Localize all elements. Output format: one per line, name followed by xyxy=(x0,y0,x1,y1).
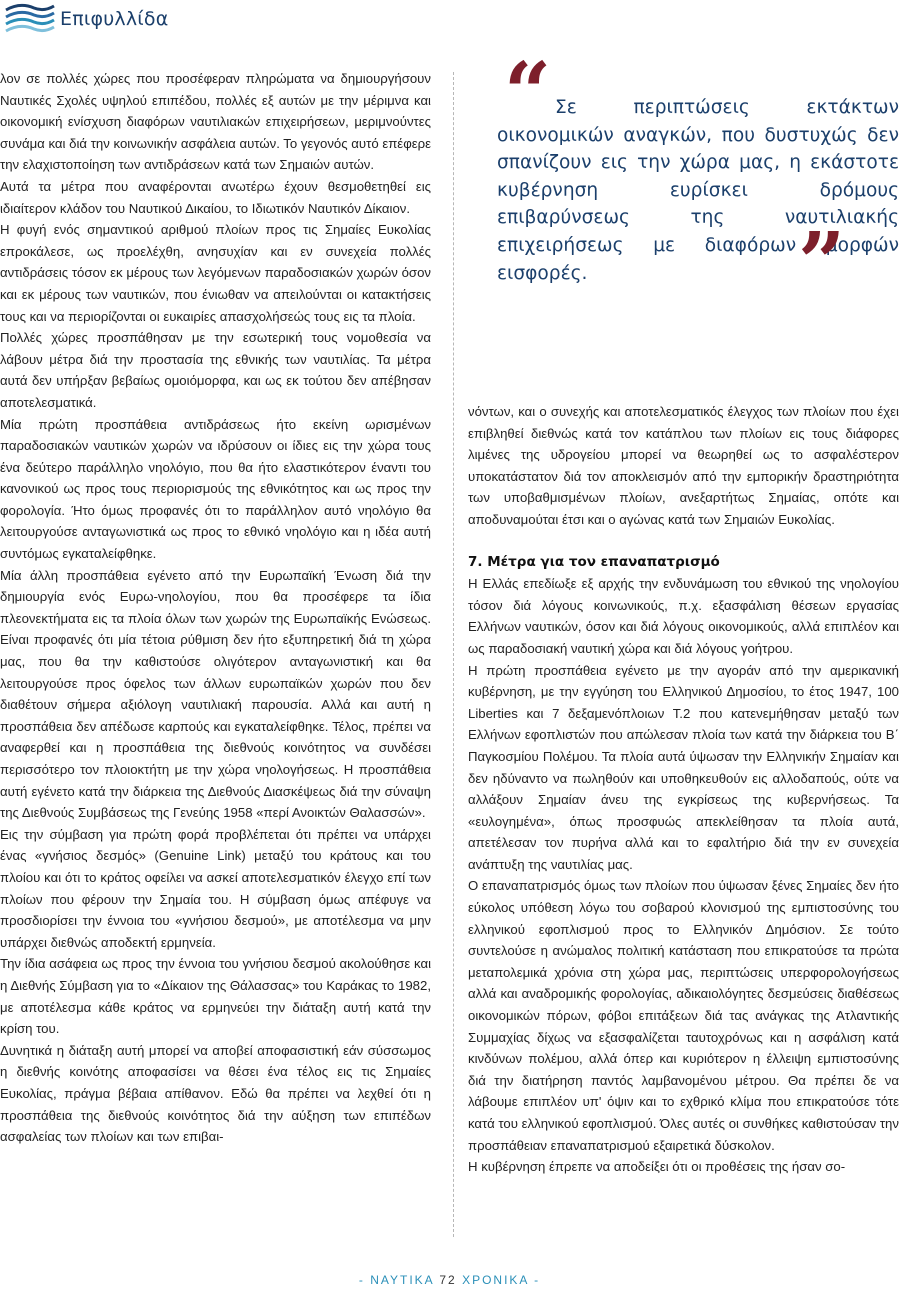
page-number: 72 xyxy=(439,1273,457,1287)
waves-icon xyxy=(4,2,56,42)
footer-suffix: ΧΡΟΝΙΚΑ - xyxy=(462,1273,541,1287)
paragraph: Εις την σύμβαση για πρώτη φορά προβλέπεται ότι πρέπει να υπάρχει ένας «γνήσιος δεσμός» (Genuine Link) μεταξύ του κράτους και του πλοίου και ότι το κράτος οφείλει να ασκεί αποτελεσματικόν έλεγχο επί των πλοίων που φέρουν την Σημαία του. Η σύμβαση όμως απέφυγε να προσδιορίσει την έννοια του «γνήσιου δεσμού», με αποτέλεσμα να μην υπάρχει διεθνώς αποδεκτή ερμηνεία. xyxy=(0,826,431,950)
pull-quote-text: Σε περιπτώσεις εκτάκτων οικονομικών αναγκών, που δυστυχώς δεν σπανίζουν εις την χώρα μας, η εκάστοτε κυβέρνηση ευρίσκει δρόμους επιβαρύνσεως της ναυτιλιακής επιχειρήσεως με διαφόρων μορφών εισφορές. xyxy=(497,97,899,284)
paragraph: Η Ελλάς επεδίωξε εξ αρχής την ενδυνάμωση του εθνικού της νηολογίου τόσον διά λόγους κοινωνικούς, π.χ. εξασφάλιση θέσεων εργασίας Ελλήνων ναυτικών, όσον και διά λόγους οικονομικούς, αλλά επιπλέον και ως παραδοσιακή ναυτική χώρα και διά λόγους γοήτρου. xyxy=(468,576,899,656)
footer-prefix: - ΝΑΥΤΙΚΑ xyxy=(358,1273,435,1287)
left-column xyxy=(0,68,431,1148)
paragraph: Πολλές χώρες προσπάθησαν με την εσωτερική τους νομοθεσία να λάβουν μέτρα διά την προστασία της εθνικής των ναυτιλίας. Τα μέτρα αυτά δεν υπήρξαν βεβαίως ομοιόμορφα, και ως εκ τούτου δεν απέβησαν αποτελεσματικά. xyxy=(0,330,431,410)
paragraph: λον σε πολλές χώρες που προσέφεραν πληρώματα να δημιουργήσουν Ναυτικές Σχολές υψηλού επιπέδου, πολλές εξ αυτών με την μέριμνα και οικονομική ενίσχυση διαφόρων ναυτιλιακών επιχειρήσεων, μεριμνούντες συνάμα και διά την κοινωνικήν ασφάλεια αυτών. Το γεγονός αυτό επέφερε την ελαχιστοποίηση των αντιδράσεων κατά των Σημαιών αυτών. xyxy=(0,71,431,173)
paragraph: νόντων, και ο συνεχής και αποτελεσματικός έλεγχος των πλοίων που έχει επιβληθεί διεθνώς κατά τον κατάπλου των πλοίων εις τους διάφορες λιμένες της υδρογείου μπορεί να θεωρηθεί ως το ασφαλέστερον υποκατάστατον διά τον αποκλεισμόν από την εμπορικήν δραστηριότητα των υποβαθμισμένων πλοίων, ανεξαρτήτως Σημαίας, οπότε και αποδυναμούται έτσι και ο αγώνας κατά των Σημαιών Ευκολίας. xyxy=(468,404,899,527)
page-header xyxy=(0,0,899,60)
paragraph: Μία πρώτη προσπάθεια αντιδράσεως ήτο εκείνη ωρισμένων παραδοσιακών ναυτικών χωρών να ιδρύσουν οι ίδιες εις την χώρα τους ένα δεύτερο παράλληλο νηολόγιο, που θα ήτο ελαστικότερον έναντι του κανονικού ως προς τους περιορισμούς της εθνικότητος και ως προς την φορολογία. Ήτο όμως προφανές ότι το παράλληλον αυτό νηολόγιο θα λειτουργούσε ανταγωνιστικά ως προς το εθνικό νηολόγιο και η ιδέα αυτή συντόμως εγκαταλείφθηκε. xyxy=(0,416,431,562)
close-quote-mark: ” xyxy=(798,215,846,311)
paragraph: Η πρώτη προσπάθεια εγένετο με την αγοράν από την αμερικανική κυβέρνηση, με την εγγύηση του Ελληνικού Δημοσίου, το έτος 1947, 100 Liberties και 7 δεξαμενόπλοιων Τ.2 που κατενεμήθησαν μεταξύ των Ελλήνων εφοπλιστών που απώλεσαν πλοία των κατά την διάρκεια του Β΄ Παγκοσμίου Πολέμου. Τα πλοία αυτά ύψωσαν την Ελληνικήν Σημαίαν και δεν ηδύναντο να πωληθούν και υποθηκευθούν εις αλλοδαπούς, ούτε να αλλάξουν Σημαίαν άνευ της εγκρίσεως της κυβερνήσεως. Τα «ευλογημένα», όπως προσφυώς απεκλείθησαν τα πλοία αυτά, απετέλεσαν τον πυρήνα αλλά και το εφαλτήριο διά την εν συνεχεία ανάπτυξη της ναυτιλίας μας. xyxy=(468,662,899,872)
paragraph: Την ίδια ασάφεια ως προς την έννοια του γνήσιου δεσμού ακολούθησε και η Διεθνής Σύμβαση για το «Δίκαιον της Θάλασσας» του Καράκας το 1982, με αποτέλεσμα κάθε κράτος να ερμηνεύει την διάταξη αυτή κατά την κρίση του. xyxy=(0,956,431,1037)
paragraph: Μία άλλη προσπάθεια εγένετο από την Ευρωπαϊκή Ένωση διά την δημιουργία ενός Ευρω-νηολογίου, που θα προσέφερε τα ίδια πλεονεκτήματα εις τα πλοία όλων των χωρών της Ευρωπαϊκής Ενώσεως. Είναι προφανές ότι μία τέτοια ρύθμιση δεν ήτο εξυπηρετική διά τη χώρα μας, που θα την καθιστούσε ολιγότερον ανταγωνιστική και θα λειτουργούσε προς όφελος των άλλων ευρωπαϊκών χωρών που δεν διαθέτουν σήμερα αξιόλογη ναυτιλιακή παρουσία. Αλλά και αυτή η προσπάθεια δεν απέδωσε καρπούς και εγκαταλείφθηκε. Τέλος, πρέπει να αναφερθεί και η προσπάθεια της διεθνούς κοινότητος να συνδέσει περισσότερο τον πλοιοκτήτη με την χώρα νηολογήσεως. Η προσπάθεια αυτή εγένετο κατά την διάρκεια της Διεθνούς Διασκέψεως διά την σύναψη της Διεθνούς Συμβάσεως της Γενεύης 1958 «περί Ανοικτών Θαλασσών». xyxy=(0,567,431,821)
paragraph: Αυτά τα μέτρα που αναφέρονται ανωτέρω έχουν θεσμοθετηθεί εις ιδιαίτερον κλάδον του Ναυτικού Δικαίου, το Ιδιωτικόν Ναυτικόν Δίκαιον. xyxy=(0,178,431,216)
section-title: Επιφυλλίδα xyxy=(60,8,169,30)
column-divider xyxy=(453,72,454,1237)
paragraph: Η φυγή ενός σημαντικού αριθμού πλοίων προς τις Σημαίες Ευκολίας επροκάλεσε, ως προελέχθη, ανησυχίαν και εν συνεχεία πολλές αντιδράσεις τόσον εκ μέρους των λεγόμενων παραδοσιακών χωρών όσον και εκ μέρους των ναυτικών, που ένιωθαν να απειλούνται οι κατακτήσεις τους και να περιορίζονται οι ευκαιρίες απασχολήσεώς τους εις τα πλοία. xyxy=(0,222,431,324)
page-footer xyxy=(0,1273,899,1287)
paragraph: Η κυβέρνηση έπρεπε να αποδείξει ότι οι προθέσεις της ήσαν σο- xyxy=(468,1159,846,1175)
paragraph: Ο επαναπατρισμός όμως των πλοίων που ύψωσαν ξένες Σημαίες δεν ήτο εύκολος υπόθεση λόγω του σοβαρού κλονισμού της εμπιστοσύνης του ελληνικού εφοπλισμού προς το Ελληνικόν Δημόσιον. Σε τούτο συντελούσε η ανώμαλος πολιτική κατάσταση που επικρατούσε τα πρώτα μεταπολεμικά χρόνια στη χώρα μας, περιπτώσεις υπερφορολογήσεως αλλά και αναδρομικής φορολογίας, αδικαιολόγητες δεσμεύσεις διαθέσεως οικονομικών πόρων, φόβοι επιτάξεων διά τας ανάγκας της Ατλαντικής Συμμαχίας δίχως να εξασφαλίζεται ταυτοχρόνως και η ασφάλιση κατά κινδύνων πολέμου, αλλά όπερ και κυριότερον η έλλειψη εμπιστοσύνης διά την διατήρηση παντός λαμβανομένου μέτρου. Θα πρέπει δε να λάβουμε επιπλέον υπ' όψιν και το εχθρικό κλίμα που επικρατούσε τότε κατά του ελληνικού εφοπλισμού. Όλες αυτές οι συνθήκες καθιστούσαν την προσπάθειαν επαναπατρισμού εξαιρετικά δύσκολον. xyxy=(468,878,899,1153)
right-column xyxy=(468,401,899,1178)
open-quote-mark: “ xyxy=(504,45,552,141)
section-heading: 7. Μέτρα για τον επαναπατρισμό xyxy=(468,553,720,570)
paragraph: Δυνητικά η διάταξη αυτή μπορεί να αποβεί αποφασιστική εάν σύσσωμος η διεθνής κοινότης αποφασίσει να θέσει ένα τέλος εις τις Σημαίες Ευκολίας, πράγμα βέβαια απίθανον. Εδώ θα πρέπει να λεχθεί ότι η προσπάθεια της διεθνούς κοινότητος διά την αύξηση των επιπέδων ασφαλείας των πλοίων και των επιβαι- xyxy=(0,1042,431,1145)
